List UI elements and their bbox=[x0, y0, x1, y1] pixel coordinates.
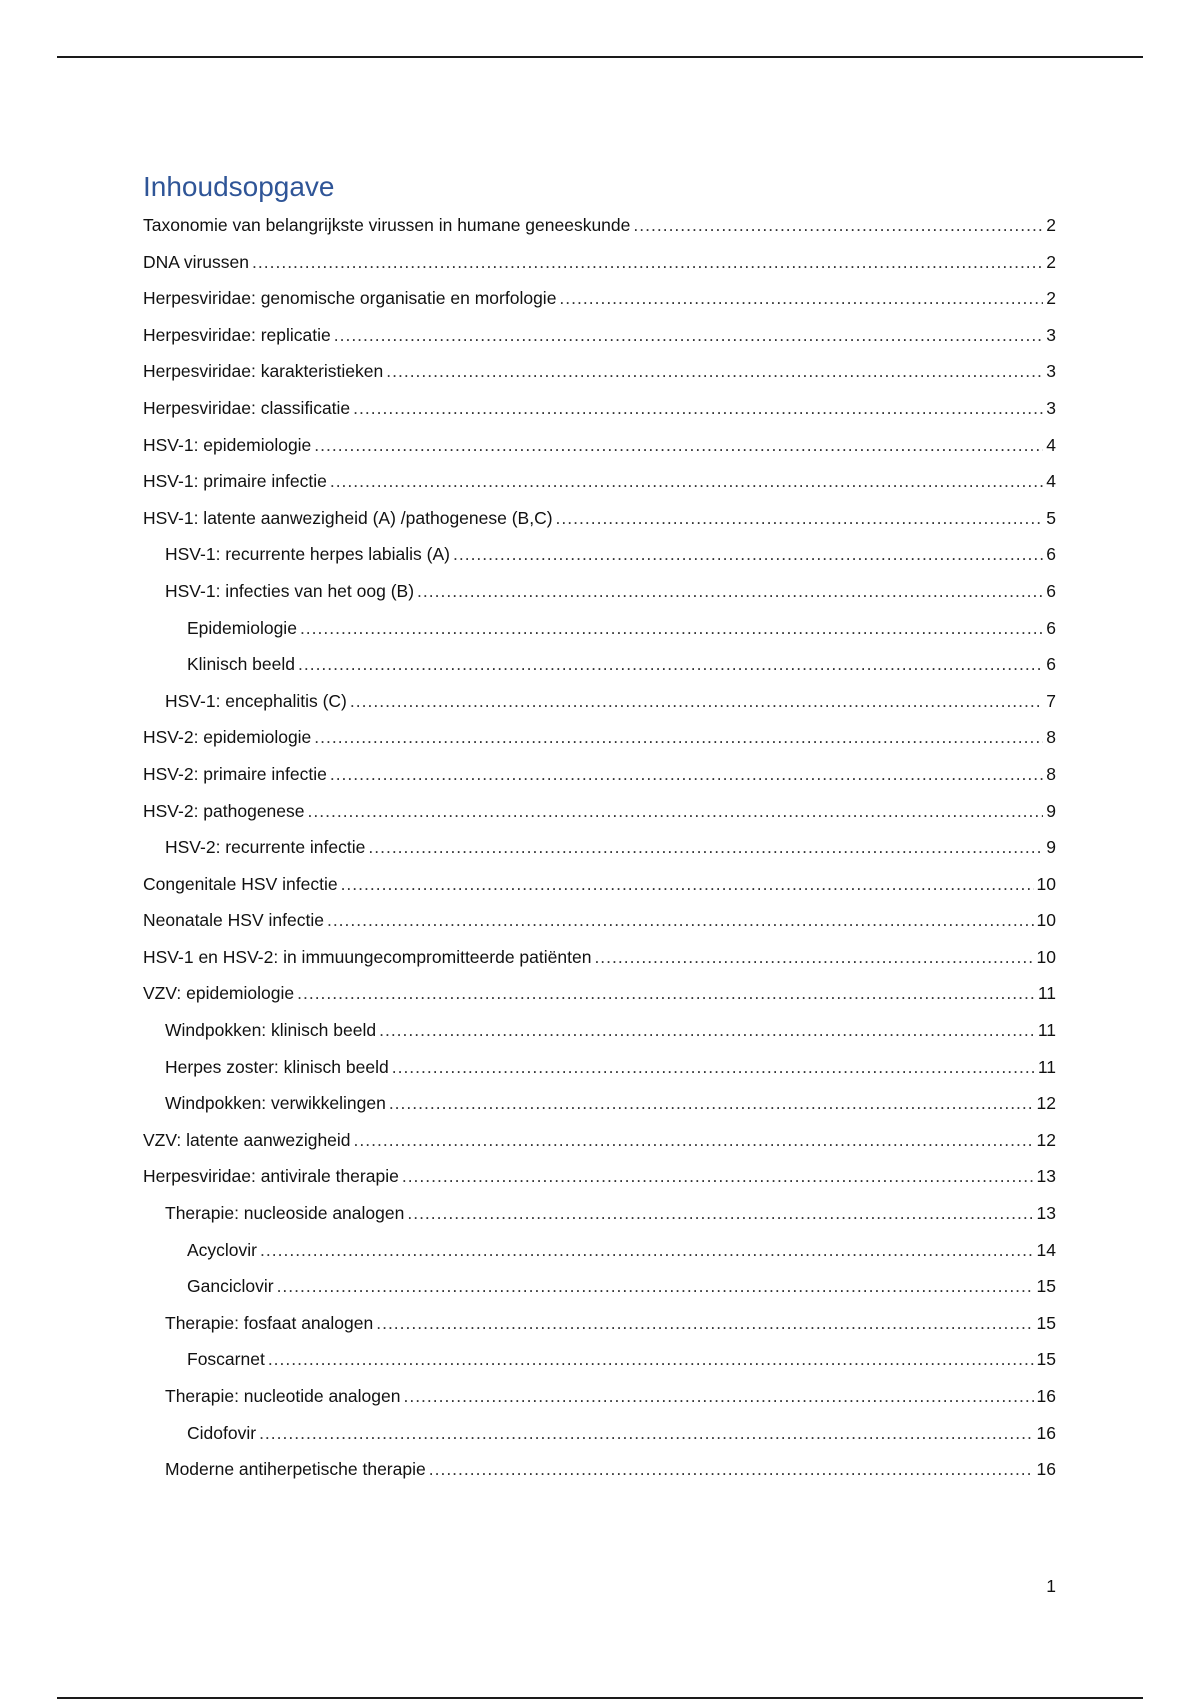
toc-entry-page: 13 bbox=[1036, 1203, 1056, 1224]
toc-entry-page: 5 bbox=[1046, 507, 1056, 528]
toc-entry-page: 2 bbox=[1046, 251, 1056, 272]
toc-entry[interactable] bbox=[143, 756, 1056, 793]
toc-entry[interactable] bbox=[143, 427, 1056, 464]
toc-dot-leader bbox=[260, 1232, 1034, 1269]
toc-entry[interactable] bbox=[143, 244, 1056, 281]
toc-entry-label: Therapie: nucleotide analogen bbox=[165, 1386, 401, 1406]
toc-entry[interactable] bbox=[143, 719, 1056, 756]
toc-dot-leader bbox=[559, 280, 1043, 317]
toc-dot-leader bbox=[350, 683, 1043, 720]
toc-entry-page: 3 bbox=[1046, 397, 1056, 418]
toc-entry-label: Herpesviridae: antivirale therapie bbox=[143, 1166, 399, 1187]
toc-entry[interactable] bbox=[143, 683, 1056, 720]
toc-entry-label: VZV: epidemiologie bbox=[143, 983, 295, 1004]
toc-dot-leader bbox=[353, 390, 1043, 427]
toc-dot-leader bbox=[402, 1158, 1034, 1195]
toc-entry-label: HSV-1: recurrente herpes labialis (A) bbox=[165, 544, 450, 565]
toc-entry-page: 6 bbox=[1046, 580, 1056, 601]
toc-entry[interactable] bbox=[143, 1158, 1056, 1195]
toc-entry-page: 15 bbox=[1036, 1349, 1056, 1370]
toc-entry[interactable] bbox=[143, 1195, 1056, 1232]
toc-entry-page: 8 bbox=[1046, 727, 1056, 748]
toc-entry-label: Windpokken: klinisch beeld bbox=[165, 1020, 377, 1041]
toc-dot-leader bbox=[252, 244, 1043, 281]
toc-entry-page: 8 bbox=[1046, 763, 1056, 784]
toc-entry[interactable] bbox=[143, 902, 1056, 939]
toc-entry-label: Therapie: fosfaat analogen bbox=[165, 1312, 374, 1333]
toc-entry-label: HSV-1: latente aanwezigheid (A) /pathogenese (B,C) bbox=[143, 507, 553, 528]
toc-entry-label: Epidemiologie bbox=[187, 617, 297, 638]
toc-dot-leader bbox=[368, 829, 1043, 866]
toc-entry[interactable] bbox=[143, 280, 1056, 317]
toc-entry[interactable] bbox=[143, 866, 1056, 903]
toc-dot-leader bbox=[429, 1451, 1034, 1488]
toc-dot-leader bbox=[407, 1195, 1033, 1232]
toc-dot-leader bbox=[341, 866, 1034, 903]
toc-entry[interactable] bbox=[143, 1232, 1056, 1269]
toc-entry-label: HSV-1: primaire infectie bbox=[143, 471, 327, 492]
toc-dot-leader bbox=[334, 317, 1043, 354]
toc-entry[interactable] bbox=[143, 1049, 1056, 1086]
toc-entry[interactable] bbox=[143, 646, 1056, 683]
toc-entry-page: 7 bbox=[1046, 690, 1056, 711]
toc-entry-label: Herpesviridae: karakteristieken bbox=[143, 361, 384, 382]
toc-dot-leader bbox=[386, 353, 1043, 390]
toc-entry-label: HSV-1 en HSV-2: in immuungecompromitteerde patiënten bbox=[143, 946, 592, 967]
toc-entry-page: 6 bbox=[1046, 654, 1056, 675]
toc-dot-leader bbox=[379, 1012, 1035, 1049]
toc-dot-leader bbox=[300, 610, 1043, 647]
toc-entry-label: Congenitale HSV infectie bbox=[143, 873, 338, 894]
toc-dot-leader bbox=[259, 1415, 1033, 1452]
toc-entry[interactable] bbox=[143, 390, 1056, 427]
toc-entry-page: 4 bbox=[1046, 471, 1056, 492]
toc-entry-label: HSV-2: recurrente infectie bbox=[165, 837, 366, 858]
toc-entry[interactable] bbox=[143, 829, 1056, 866]
toc-entry-page: 11 bbox=[1037, 983, 1056, 1004]
toc-entry-page: 12 bbox=[1036, 1093, 1056, 1114]
toc-dot-leader bbox=[297, 975, 1035, 1012]
toc-entry[interactable] bbox=[143, 463, 1056, 500]
toc-entry[interactable] bbox=[143, 207, 1056, 244]
toc-entry[interactable] bbox=[143, 1415, 1056, 1452]
toc-entry-page: 12 bbox=[1036, 1129, 1056, 1150]
toc-entry[interactable] bbox=[143, 610, 1056, 647]
toc-entry[interactable] bbox=[143, 317, 1056, 354]
toc-entry-label: Moderne antiherpetische therapie bbox=[165, 1459, 426, 1480]
toc-entry-label: Klinisch beeld bbox=[187, 654, 295, 675]
toc-dot-leader bbox=[376, 1305, 1033, 1342]
toc-entry-page: 11 bbox=[1037, 1056, 1056, 1077]
toc-dot-leader bbox=[556, 500, 1043, 537]
toc-dot-leader bbox=[403, 1378, 1033, 1415]
toc-entry[interactable] bbox=[143, 353, 1056, 390]
toc-title: Inhoudsopgave bbox=[143, 171, 335, 202]
toc-entry-page: 14 bbox=[1036, 1239, 1056, 1260]
toc-entry-label: Herpesviridae: classificatie bbox=[143, 397, 351, 418]
toc-entry-label: HSV-2: epidemiologie bbox=[143, 727, 312, 748]
toc-entry-page: 11 bbox=[1037, 1020, 1056, 1041]
toc-entry-label: Foscarnet bbox=[187, 1349, 265, 1370]
toc-entry-page: 10 bbox=[1036, 946, 1056, 967]
toc-entry[interactable] bbox=[143, 1451, 1056, 1488]
toc-entry-label: DNA virussen bbox=[143, 251, 250, 272]
toc-entry-page: 10 bbox=[1036, 873, 1056, 894]
toc-entry-page: 9 bbox=[1046, 837, 1056, 858]
toc-dot-leader bbox=[354, 1122, 1034, 1159]
toc-entry[interactable] bbox=[143, 939, 1056, 976]
toc-entry-label: Cidofovir bbox=[187, 1422, 257, 1443]
toc-entry-page: 4 bbox=[1046, 434, 1056, 455]
toc-dot-leader bbox=[633, 207, 1043, 244]
toc-entry-page: 16 bbox=[1036, 1422, 1056, 1443]
toc-dot-leader bbox=[314, 719, 1043, 756]
toc-entry-label: Herpes zoster: klinisch beeld bbox=[165, 1056, 389, 1077]
toc-dot-leader bbox=[308, 793, 1043, 830]
toc-entry-label: Windpokken: verwikkelingen bbox=[165, 1093, 386, 1114]
toc-entry-label: Taxonomie van belangrijkste virussen in humane geneeskunde bbox=[143, 215, 631, 235]
toc-entry-page: 9 bbox=[1046, 800, 1056, 821]
toc-dot-leader bbox=[277, 1268, 1034, 1305]
toc-entry-page: 16 bbox=[1036, 1459, 1056, 1480]
toc-entry-label: Therapie: nucleoside analogen bbox=[165, 1203, 405, 1224]
toc-entry-page: 15 bbox=[1036, 1276, 1056, 1297]
toc-entry[interactable] bbox=[143, 1122, 1056, 1159]
toc-entry-label: HSV-2: primaire infectie bbox=[143, 763, 327, 784]
toc-entry-page: 6 bbox=[1046, 544, 1056, 565]
toc-entry-label: Herpesviridae: replicatie bbox=[143, 324, 331, 345]
toc-entry[interactable] bbox=[143, 536, 1056, 573]
toc-entry[interactable] bbox=[143, 500, 1056, 537]
toc-dot-leader bbox=[298, 646, 1043, 683]
toc-entry[interactable] bbox=[143, 975, 1056, 1012]
toc-dot-leader bbox=[453, 536, 1043, 573]
toc-dot-leader bbox=[392, 1049, 1035, 1086]
toc-dot-leader bbox=[594, 939, 1033, 976]
toc-dot-leader bbox=[417, 573, 1043, 610]
toc-entry-label: HSV-1: infecties van het oog (B) bbox=[165, 580, 415, 601]
toc-dot-leader bbox=[268, 1341, 1034, 1378]
toc-entry-label: HSV-1: encephalitis (C) bbox=[165, 690, 347, 711]
toc-entry-page: 15 bbox=[1036, 1312, 1056, 1333]
toc-entry-page: 3 bbox=[1046, 361, 1056, 382]
toc-entry-label: Acyclovir bbox=[187, 1239, 258, 1260]
toc-entry-label: HSV-1: epidemiologie bbox=[143, 434, 312, 455]
toc-dot-leader bbox=[314, 427, 1043, 464]
toc-dot-leader bbox=[330, 756, 1043, 793]
header-rule bbox=[57, 56, 1143, 58]
toc-entry-label: Herpesviridae: genomische organisatie en morfologie bbox=[143, 288, 557, 309]
toc-entry[interactable] bbox=[143, 1378, 1056, 1415]
toc-entry[interactable] bbox=[143, 1268, 1056, 1305]
toc-entry-page: 13 bbox=[1036, 1166, 1056, 1187]
toc-entry-page: 6 bbox=[1046, 617, 1056, 638]
toc-entry[interactable] bbox=[143, 793, 1056, 830]
table-of-contents bbox=[143, 207, 1056, 1488]
footer-rule bbox=[57, 1697, 1143, 1699]
toc-entry-page: 2 bbox=[1046, 215, 1056, 235]
toc-entry-label: Neonatale HSV infectie bbox=[143, 910, 324, 931]
toc-entry-label: VZV: latente aanwezigheid bbox=[143, 1129, 351, 1150]
toc-entry-page: 2 bbox=[1046, 288, 1056, 309]
toc-entry-label: Ganciclovir bbox=[187, 1276, 274, 1297]
toc-entry-page: 3 bbox=[1046, 324, 1056, 345]
toc-entry[interactable] bbox=[143, 1012, 1056, 1049]
toc-entry[interactable] bbox=[143, 573, 1056, 610]
toc-entry[interactable] bbox=[143, 1305, 1056, 1342]
toc-dot-leader bbox=[389, 1085, 1034, 1122]
toc-entry[interactable] bbox=[143, 1341, 1056, 1378]
toc-entry-label: HSV-2: pathogenese bbox=[143, 800, 305, 821]
toc-entry[interactable] bbox=[143, 1085, 1056, 1122]
toc-entry-page: 10 bbox=[1036, 910, 1056, 931]
toc-dot-leader bbox=[330, 463, 1043, 500]
toc-dot-leader bbox=[327, 902, 1034, 939]
toc-entry-page: 16 bbox=[1036, 1386, 1056, 1406]
page-number: 1 bbox=[1046, 1576, 1056, 1596]
